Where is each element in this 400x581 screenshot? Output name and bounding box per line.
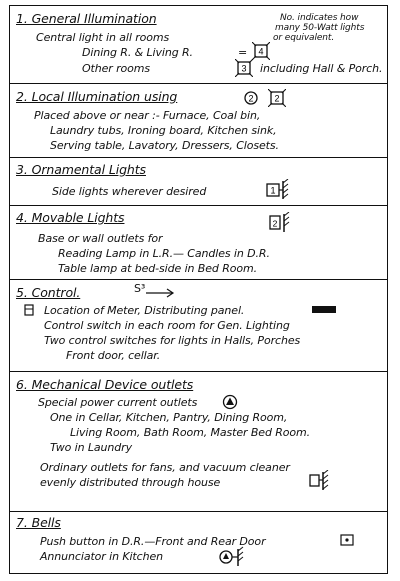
text-line: Laundry tubs, Ironing board, Kitchen sink, [50, 124, 277, 137]
text-line: Base or wall outlets for [38, 232, 163, 245]
text-line: Reading Lamp in L.R.— Candles in D.R. [58, 247, 270, 260]
text-line: One in Cellar, Kitchen, Pantry, Dining Room, [50, 411, 288, 424]
section-heading: 6. Mechanical Device outlets [16, 377, 194, 392]
wall-outlet-icon [268, 212, 292, 234]
lamp-count: 2 [248, 93, 254, 104]
section-control [10, 280, 387, 372]
text-line: Dining R. & Living R. [82, 46, 193, 59]
text-line: Central light in all rooms [36, 31, 170, 44]
legend-sheet [9, 5, 388, 574]
lamp-count: 1 [270, 185, 276, 196]
section-heading: 1. General Illumination [16, 11, 157, 26]
meter-icon [24, 304, 34, 316]
text-line: Annunciator in Kitchen [40, 550, 163, 563]
section-heading: 7. Bells [16, 515, 61, 530]
push-button-icon [340, 534, 354, 546]
text-line: Other rooms [82, 62, 151, 75]
convenience-outlet-icon [308, 470, 332, 492]
section-ornamental-lights [10, 158, 387, 206]
text-line: including Hall & Porch. [260, 62, 383, 75]
local-light-outlet-icon [242, 89, 260, 107]
text-line: Table lamp at bed-side in Bed Room. [58, 262, 258, 275]
lamp-count: 2 [274, 93, 280, 104]
text-line: evenly distributed through house [40, 476, 221, 489]
switch-label: S³ [134, 282, 146, 295]
section-local-illumination [10, 84, 387, 158]
wattage-note-line: No. indicates how [280, 13, 359, 23]
lamp-count: 3 [241, 63, 247, 74]
switch-arrow-icon [146, 288, 176, 298]
text-line: Push button in D.R.—Front and Rear Door [40, 535, 266, 548]
section-heading: 4. Movable Lights [16, 210, 125, 225]
text-line: Special power current outlets [38, 396, 198, 409]
text-line: Location of Meter, Distributing panel. [44, 304, 245, 317]
wattage-note-line: many 50-Watt lights [275, 23, 365, 33]
section-heading: 5. Control. [16, 285, 81, 300]
text-line: Side lights wherever desired [52, 185, 207, 198]
power-outlet-icon [222, 394, 238, 410]
section-heading: 2. Local Illumination using [16, 89, 178, 104]
text-line: Control switch in each room for Gen. Lighting [44, 319, 290, 332]
wattage-note-line: or equivalent. [273, 33, 335, 43]
section-mechanical-outlets [10, 372, 387, 512]
text-line: Placed above or near :- Furnace, Coal bin, [34, 109, 261, 122]
ceiling-outlet-4-icon [252, 42, 270, 60]
distributing-panel-icon [312, 306, 336, 313]
section-general-illumination [10, 6, 387, 84]
ceiling-outlet-2-icon [268, 89, 286, 107]
text-line: Serving table, Lavatory, Dressers, Closets. [50, 139, 279, 152]
text-line: Two control switches for lights in Halls, Porches [44, 334, 301, 347]
section-movable-lights [10, 206, 387, 280]
equals-sign: = [238, 46, 248, 59]
lamp-count: 4 [258, 46, 264, 57]
text-line: Two in Laundry [50, 441, 132, 454]
text-line: Living Room, Bath Room, Master Bed Room. [70, 426, 311, 439]
ceiling-outlet-3-icon [235, 59, 253, 77]
text-line: Front door, cellar. [66, 349, 161, 362]
section-heading: 3. Ornamental Lights [16, 162, 146, 177]
section-bells [10, 512, 387, 575]
text-line: Ordinary outlets for fans, and vacuum cleaner [40, 461, 290, 474]
bracket-light-icon [264, 179, 290, 201]
annunciator-icon [218, 546, 248, 568]
lamp-count: 2 [272, 218, 278, 229]
